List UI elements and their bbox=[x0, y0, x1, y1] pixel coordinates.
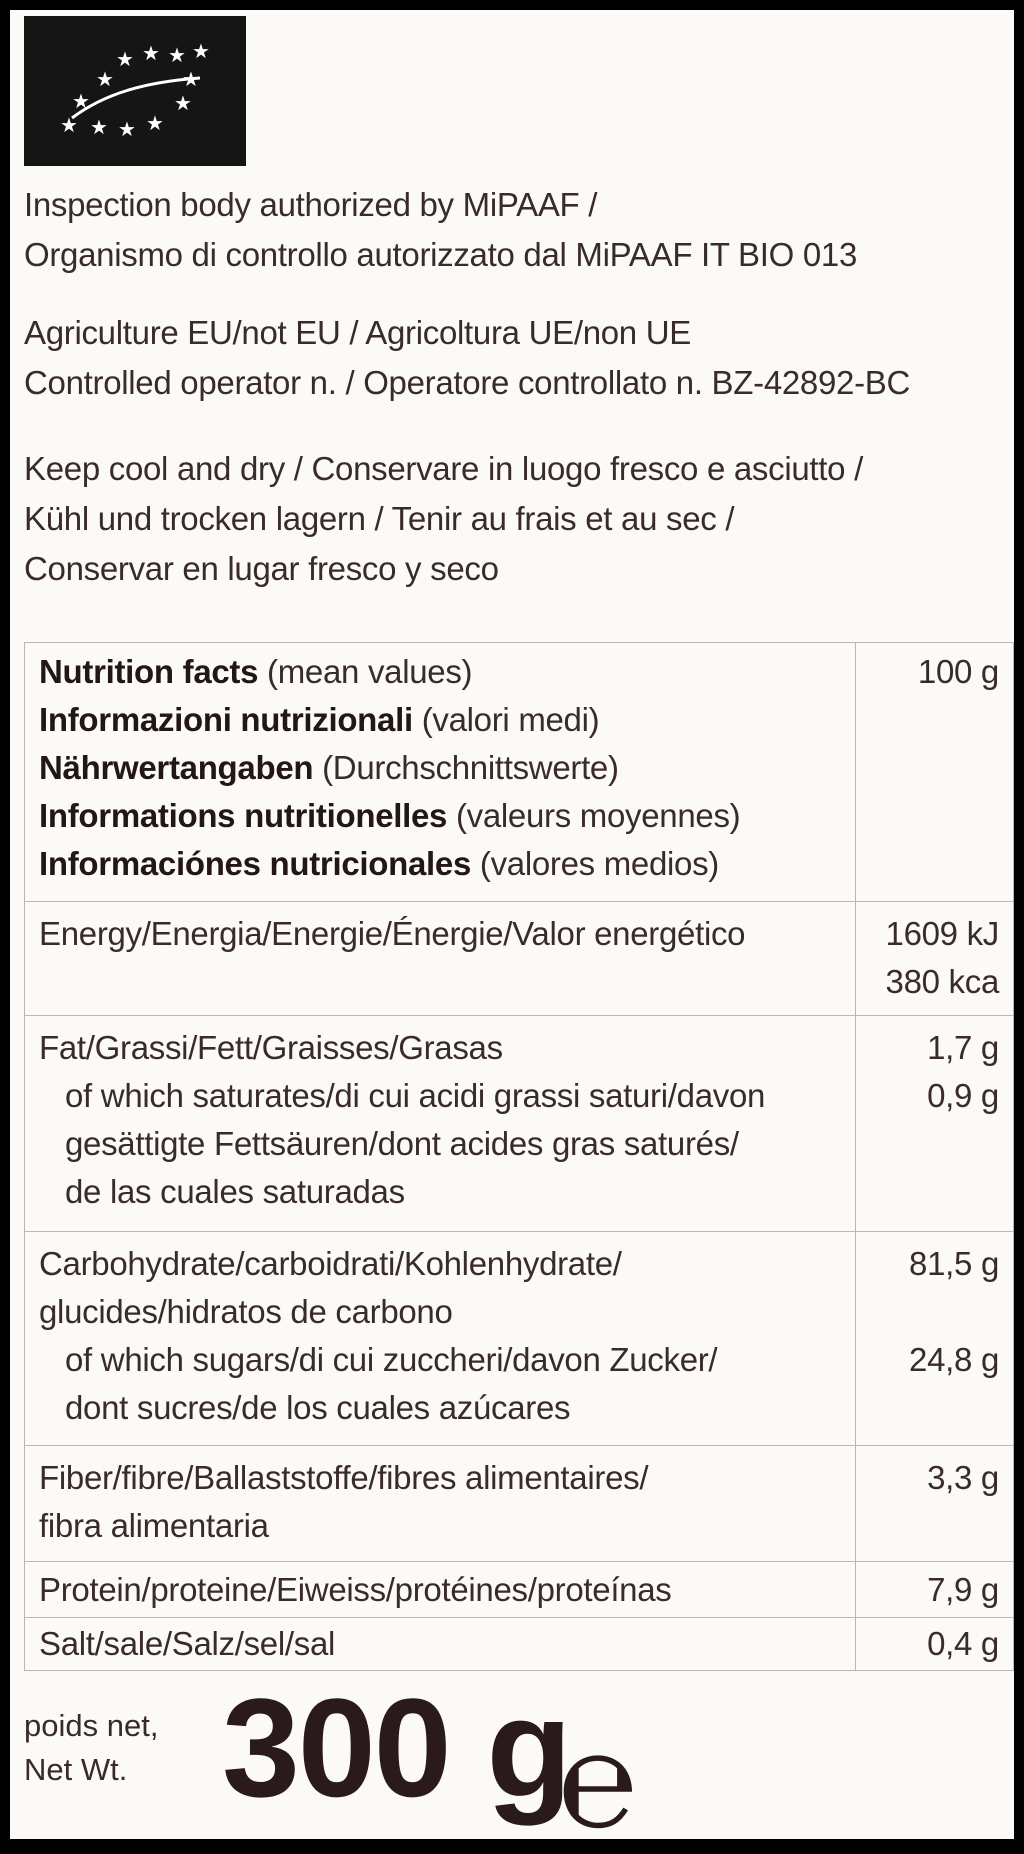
sugars-label-1: of which sugars/di cui zuccheri/davon Zucker/ bbox=[65, 1341, 718, 1378]
energy-kj: 1609 kJ bbox=[885, 915, 999, 952]
fiber-value: 3,3 g bbox=[927, 1459, 999, 1496]
svg-text:★: ★ bbox=[96, 67, 114, 91]
column-divider bbox=[855, 643, 856, 1670]
svg-text:★: ★ bbox=[192, 39, 210, 63]
estimated-sign-icon: ℮ bbox=[558, 1707, 638, 1854]
protein-value: 7,9 g bbox=[927, 1571, 999, 1608]
sugars-label-2: dont sucres/de los cuales azúcares bbox=[65, 1389, 571, 1426]
energy-kcal: 380 kca bbox=[885, 963, 999, 1000]
svg-text:★: ★ bbox=[90, 115, 108, 139]
nutrition-title-en: Nutrition facts (mean values) bbox=[39, 653, 473, 690]
storage-line-3: Conservar en lugar fresco y seco bbox=[24, 550, 499, 587]
sugars-value: 24,8 g bbox=[909, 1341, 999, 1378]
nutrition-title-de: Nährwertangaben (Durchschnittswerte) bbox=[39, 749, 619, 786]
fat-label: Fat/Grassi/Fett/Graisses/Grasas bbox=[39, 1029, 503, 1066]
svg-text:★: ★ bbox=[72, 89, 90, 113]
protein-label: Protein/proteine/Eiweiss/protéines/proteínas bbox=[39, 1571, 672, 1608]
svg-text:★: ★ bbox=[174, 91, 192, 115]
storage-line-1: Keep cool and dry / Conservare in luogo fresco e asciutto / bbox=[24, 450, 863, 487]
carbohydrate-value: 81,5 g bbox=[909, 1245, 999, 1282]
row-divider bbox=[25, 1231, 1013, 1232]
eu-organic-leaf-icon bbox=[24, 16, 246, 166]
nutrition-title-es: Informaciónes nutricionales (valores medios) bbox=[39, 845, 719, 882]
fiber-label-1: Fiber/fibre/Ballaststoffe/fibres alimentaires/ bbox=[39, 1459, 649, 1496]
row-divider bbox=[25, 901, 1013, 902]
svg-text:★: ★ bbox=[182, 67, 200, 91]
inspection-body-en: Inspection body authorized by MiPAAF / bbox=[24, 186, 598, 223]
saturates-label-1: of which saturates/di cui acidi grassi saturi/davon bbox=[65, 1077, 766, 1114]
row-divider bbox=[25, 1015, 1013, 1016]
svg-text:★: ★ bbox=[146, 111, 164, 135]
svg-text:★: ★ bbox=[60, 113, 78, 137]
net-weight-label-en: Net Wt. bbox=[24, 1752, 128, 1787]
per-100g: 100 g bbox=[917, 653, 999, 690]
nutrition-title-fr: Informations nutritionelles (valeurs moyennes) bbox=[39, 797, 741, 834]
saturates-label-3: de las cuales saturadas bbox=[65, 1173, 405, 1210]
salt-value: 0,4 g bbox=[927, 1625, 999, 1662]
svg-text:★: ★ bbox=[118, 117, 136, 141]
controlled-operator: Controlled operator n. / Operatore controllato n. BZ-42892-BC bbox=[24, 364, 911, 401]
inspection-body-it: Organismo di controllo autorizzato dal MiPAAF IT BIO 013 bbox=[24, 236, 858, 273]
row-divider bbox=[25, 1617, 1013, 1618]
svg-text:★: ★ bbox=[168, 43, 186, 67]
row-divider bbox=[25, 1561, 1013, 1562]
saturates-value: 0,9 g bbox=[927, 1077, 999, 1114]
nutrition-title-it: Informazioni nutrizionali (valori medi) bbox=[39, 701, 600, 738]
net-weight-label-fr: poids net, bbox=[24, 1708, 159, 1743]
product-label bbox=[10, 10, 1014, 1854]
nutrition-table bbox=[24, 642, 1014, 1671]
fiber-label-2: fibra alimentaria bbox=[39, 1507, 269, 1544]
salt-label: Salt/sale/Salz/sel/sal bbox=[39, 1625, 336, 1662]
agriculture-origin: Agriculture EU/not EU / Agricoltura UE/non UE bbox=[24, 314, 691, 351]
eu-organic-logo bbox=[24, 16, 246, 166]
storage-line-2: Kühl und trocken lagern / Tenir au frais et au sec / bbox=[24, 500, 735, 537]
svg-text:★: ★ bbox=[142, 41, 160, 65]
net-weight-value: 300 g bbox=[222, 1669, 570, 1826]
energy-label: Energy/Energia/Energie/Énergie/Valor energético bbox=[39, 915, 746, 952]
row-divider bbox=[25, 1445, 1013, 1446]
fat-value: 1,7 g bbox=[927, 1029, 999, 1066]
svg-text:★: ★ bbox=[116, 47, 134, 71]
carbohydrate-label-1: Carbohydrate/carboidrati/Kohlenhydrate/ bbox=[39, 1245, 622, 1282]
saturates-label-2: gesättigte Fettsäuren/dont acides gras saturés/ bbox=[65, 1125, 739, 1162]
carbohydrate-label-2: glucides/hidratos de carbono bbox=[39, 1293, 453, 1330]
